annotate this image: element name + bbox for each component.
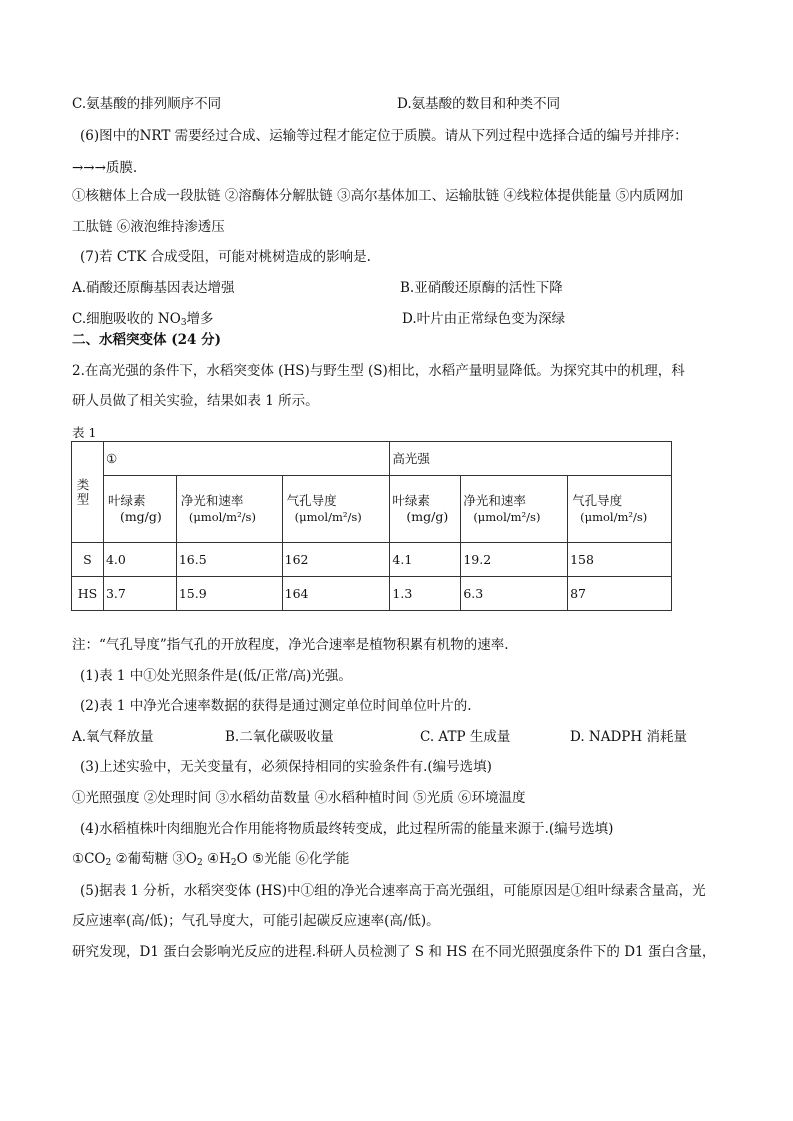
table-caption: 表 1 <box>72 425 97 440</box>
q7c-sub: 3 <box>180 318 187 328</box>
cell: 87 <box>568 577 672 611</box>
row-type: HS <box>72 577 104 611</box>
research-finding: 研究发现，D1 蛋白会影响光反应的进程.科研人员检测了 S 和 HS 在不同光照强度条件下的 D1 蛋白含量， <box>72 944 716 960</box>
sub-question-4-options: $①CO_2$ ②葡萄糖 $③O_2$ $④H_2O$ ⑤光能 ⑥化学能 <box>72 851 350 868</box>
col-chl-2: 叶绿素 (mg/g) <box>390 476 461 543</box>
question-7-option-c <box>72 310 214 332</box>
sub-question-5-line2: 反应速率(高/低)；气孔导度大，可能引起碳反应速率(高/低)。 <box>72 913 440 929</box>
sub-question-2-option-d: D. NADPH 消耗量 <box>570 729 687 745</box>
question-6-options-line1: ①核糖体上合成一段肽链 ②溶酶体分解肽链 ③高尔基体加工、运输肽链 ④线粒体提供能量 ⑤内质网加 <box>72 188 684 204</box>
table-note: 注：“气孔导度”指气孔的开放程度，净光合速率是植物积累有机物的速率. <box>72 637 509 653</box>
sub-question-1: (1)表 1 中①处光照条件是(低/正常/高)光强。 <box>80 668 352 684</box>
question-7-option-d: D.叶片由正常绿色变为深绿 <box>402 311 566 327</box>
cell: 3.7 <box>103 577 176 611</box>
cell: 15.9 <box>176 577 282 611</box>
option-c-amino-order: C.氨基酸的排列顺序不同 <box>72 96 222 112</box>
row-type: S <box>72 543 104 577</box>
cell: 4.1 <box>390 543 461 577</box>
sub-question-2-option-c: C. ATP 生成量 <box>420 729 511 745</box>
sub-question-3-options: ①光照强度 ②处理时间 ③水稻幼苗数量 ④水稻种植时间 ⑤光质 ⑥环境温度 <box>72 790 526 806</box>
cell: 1.3 <box>390 577 461 611</box>
sub-question-3: (3)上述实验中，无关变量有，必须保持相同的实验条件有.(编号选填) <box>80 759 492 775</box>
cell: 19.2 <box>461 543 568 577</box>
type-header: 类型 <box>72 442 104 543</box>
q7c-post: 增多 <box>186 311 214 327</box>
col-net-1: 净光和速率 (μmol/m²/s) <box>176 476 282 543</box>
sub-question-2-option-a: A.氧气释放量 <box>72 729 154 745</box>
question-6-options-line2: 工肽链 ⑥液泡维持渗透压 <box>72 219 225 235</box>
group-1-header: ① <box>103 442 389 476</box>
question-2-line1: 2.在高光强的条件下，水稻突变体 (HS)与野生型 (S)相比，水稻产量明显降低。为探究其中的机理，科 <box>72 363 685 379</box>
question-7-option-b: B.亚硝酸还原酶的活性下降 <box>400 280 563 296</box>
section-2-heading: 二、水稻突变体 (24 分) <box>72 332 221 348</box>
cell: 164 <box>282 577 390 611</box>
cell: 162 <box>282 543 390 577</box>
table-row <box>72 577 672 611</box>
q7c-text: C.细胞吸收的 NO <box>72 311 181 327</box>
cell: 4.0 <box>103 543 176 577</box>
sub-question-5-line1: (5)据表 1 分析，水稻突变体 (HS)中①组的净光合速率高于高光强组，可能原因是①组叶绿素含量高，光 <box>80 883 706 899</box>
sub-question-2: (2)表 1 中净光合速率数据的获得是通过测定单位时间单位叶片的. <box>80 698 472 714</box>
sub-question-2-option-b: B.二氧化碳吸收量 <box>225 729 334 745</box>
question-6-arrows: →→→质膜. <box>72 160 138 176</box>
col-sto-2: 气孔导度 (μmol/m²/s) <box>568 476 672 543</box>
question-6: (6)图中的NRT 需要经过合成、运输等过程才能定位于质膜。请从下列过程中选择合适的编号并排序： <box>80 128 688 144</box>
question-7-option-a: A.硝酸还原酶基因表达增强 <box>72 280 235 296</box>
option-d-amino-number: D.氨基酸的数目和种类不同 <box>397 96 561 112</box>
group-2-header: 高光强 <box>390 442 672 476</box>
cell: 16.5 <box>176 543 282 577</box>
question-2-line2: 研人员做了相关实验，结果如表 1 所示。 <box>72 393 319 409</box>
cell: 158 <box>568 543 672 577</box>
question-7: (7)若 CTK 合成受阻，可能对桃树造成的影响是. <box>80 249 371 265</box>
col-chl-1: 叶绿素 (mg/g) <box>103 476 176 543</box>
data-table <box>71 441 672 611</box>
table-row <box>72 543 672 577</box>
cell: 6.3 <box>461 577 568 611</box>
col-net-2: 净光和速率 (μmol/m²/s) <box>461 476 568 543</box>
sub-question-4: (4)水稻植株叶肉细胞光合作用能将物质最终转变成，此过程所需的能量来源于.(编号选填) <box>80 821 614 837</box>
col-sto-1: 气孔导度 (μmol/m²/s) <box>282 476 390 543</box>
